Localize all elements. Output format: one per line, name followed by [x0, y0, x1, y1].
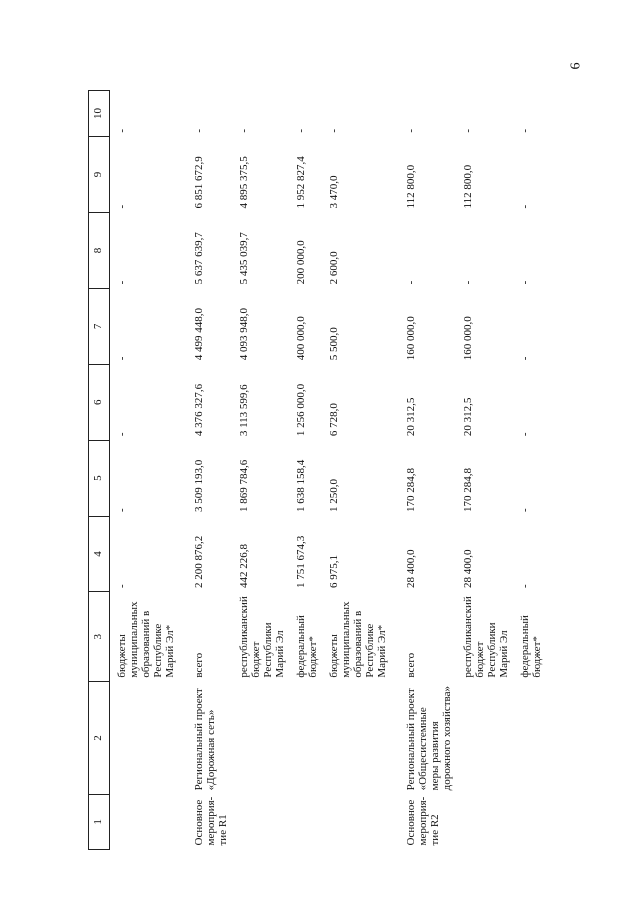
- activity-code: Основное мероприя-тие R1: [193, 796, 229, 846]
- value-cell: -: [116, 204, 128, 209]
- funding-source: всего: [405, 652, 417, 678]
- value-cell: -: [519, 204, 531, 209]
- value-cell: 3 113 599,6: [238, 384, 250, 437]
- table-row: [456, 91, 513, 850]
- activity-code: [322, 794, 391, 849]
- value-cell: 1 638 158,4: [295, 459, 307, 513]
- table-row: [289, 91, 322, 850]
- project-name: [232, 682, 289, 795]
- value-cell: 160 000,0: [462, 316, 474, 361]
- column-header: 1: [89, 794, 110, 849]
- value-cell: 5 435 039,7: [238, 232, 250, 285]
- column-header: 3: [89, 592, 110, 682]
- value-cell: 400 000,0: [295, 316, 307, 361]
- project-name: [289, 682, 322, 795]
- value-cell: 112 800,0: [405, 164, 417, 209]
- table-row: [110, 91, 180, 850]
- column-header: 9: [89, 137, 110, 213]
- budget-table: [88, 90, 546, 850]
- funding-source: республиканский бюджет Республики Марий Эл: [238, 596, 286, 678]
- value-cell: 1 250,0: [328, 479, 340, 513]
- activity-code: [513, 794, 546, 849]
- value-cell: -: [193, 128, 205, 133]
- value-cell: 4 499 448,0: [193, 308, 205, 361]
- value-cell: 2 200 876,2: [193, 535, 205, 588]
- funding-source: республиканский бюджет Республики Марий Эл: [462, 596, 510, 678]
- project-name: Региональный проект «Общесистемные меры развития дорожного хозяйства»: [405, 686, 453, 791]
- value-cell: -: [116, 432, 128, 437]
- value-cell: 20 312,5: [462, 397, 474, 437]
- column-header: 2: [89, 682, 110, 795]
- funding-source: всего: [193, 652, 205, 678]
- column-header: 10: [89, 91, 110, 137]
- value-cell: -: [116, 356, 128, 361]
- value-cell: 2 600,0: [328, 251, 340, 285]
- value-cell: -: [519, 356, 531, 361]
- value-cell: 200 000,0: [295, 240, 307, 285]
- rotated-table-page: [88, 90, 558, 850]
- value-cell: -: [328, 128, 340, 133]
- value-cell: -: [295, 128, 307, 133]
- column-header: 5: [89, 440, 110, 516]
- table-row: [179, 91, 232, 850]
- value-cell: 442 226,8: [238, 543, 250, 588]
- table-row: [391, 91, 456, 850]
- column-header: 8: [89, 212, 110, 288]
- value-cell: 1 751 674,3: [295, 535, 307, 588]
- value-cell: 6 728,0: [328, 403, 340, 437]
- project-name: [456, 682, 513, 795]
- value-cell: 1 869 784,6: [238, 459, 250, 513]
- table-row: [322, 91, 391, 850]
- project-name: [513, 682, 546, 795]
- funding-source: федеральный бюджет*: [519, 615, 543, 678]
- value-cell: -: [238, 128, 250, 133]
- table-row: [232, 91, 289, 850]
- value-cell: 160 000,0: [405, 316, 417, 361]
- value-cell: 6 975,1: [328, 554, 340, 588]
- value-cell: 5 500,0: [328, 327, 340, 361]
- value-cell: -: [116, 128, 128, 133]
- value-cell: 5 637 639,7: [193, 232, 205, 285]
- funding-source: бюджеты муниципальных образований в Республике Марий Эл*: [328, 601, 388, 678]
- value-cell: 4 093 948,0: [238, 308, 250, 361]
- activity-code: [232, 794, 289, 849]
- project-name: [110, 682, 180, 795]
- value-cell: 4 376 327,6: [193, 383, 205, 437]
- value-cell: 170 284,8: [462, 468, 474, 513]
- value-cell: 170 284,8: [405, 468, 417, 513]
- value-cell: -: [519, 128, 531, 133]
- column-header: 6: [89, 364, 110, 440]
- page-number: 6: [568, 62, 584, 70]
- value-cell: -: [116, 584, 128, 588]
- value-cell: -: [519, 584, 531, 588]
- table-row: [513, 91, 546, 850]
- funding-source: бюджеты муниципальных образований в Республике Марий Эл*: [116, 601, 176, 678]
- value-cell: 20 312,5: [405, 397, 417, 437]
- project-name: [322, 682, 391, 795]
- value-cell: 6 851 672,9: [193, 156, 205, 209]
- value-cell: -: [116, 280, 128, 285]
- column-header: 4: [89, 516, 110, 592]
- value-cell: 112 800,0: [462, 164, 474, 209]
- project-name: Региональный проект «Дорожная сеть»: [193, 688, 217, 791]
- value-cell: 28 400,0: [405, 549, 417, 588]
- value-cell: -: [116, 508, 128, 513]
- value-cell: -: [462, 128, 474, 133]
- value-cell: -: [519, 432, 531, 437]
- funding-source: федеральный бюджет*: [295, 615, 319, 678]
- value-cell: 1 256 000,0: [295, 383, 307, 437]
- value-cell: -: [405, 280, 417, 285]
- value-cell: -: [519, 280, 531, 285]
- value-cell: -: [405, 128, 417, 133]
- value-cell: -: [519, 508, 531, 513]
- column-header-row: [89, 91, 110, 850]
- value-cell: 1 952 827,4: [295, 156, 307, 209]
- activity-code: [456, 794, 513, 849]
- value-cell: 3 470,0: [328, 175, 340, 209]
- value-cell: 28 400,0: [462, 549, 474, 588]
- value-cell: 4 895 375,5: [238, 156, 250, 209]
- value-cell: -: [462, 280, 474, 285]
- activity-code: [110, 794, 180, 849]
- column-header: 7: [89, 288, 110, 364]
- activity-code: Основное мероприя-тие R2: [405, 796, 441, 846]
- activity-code: [289, 794, 322, 849]
- value-cell: 3 509 193,0: [193, 459, 205, 513]
